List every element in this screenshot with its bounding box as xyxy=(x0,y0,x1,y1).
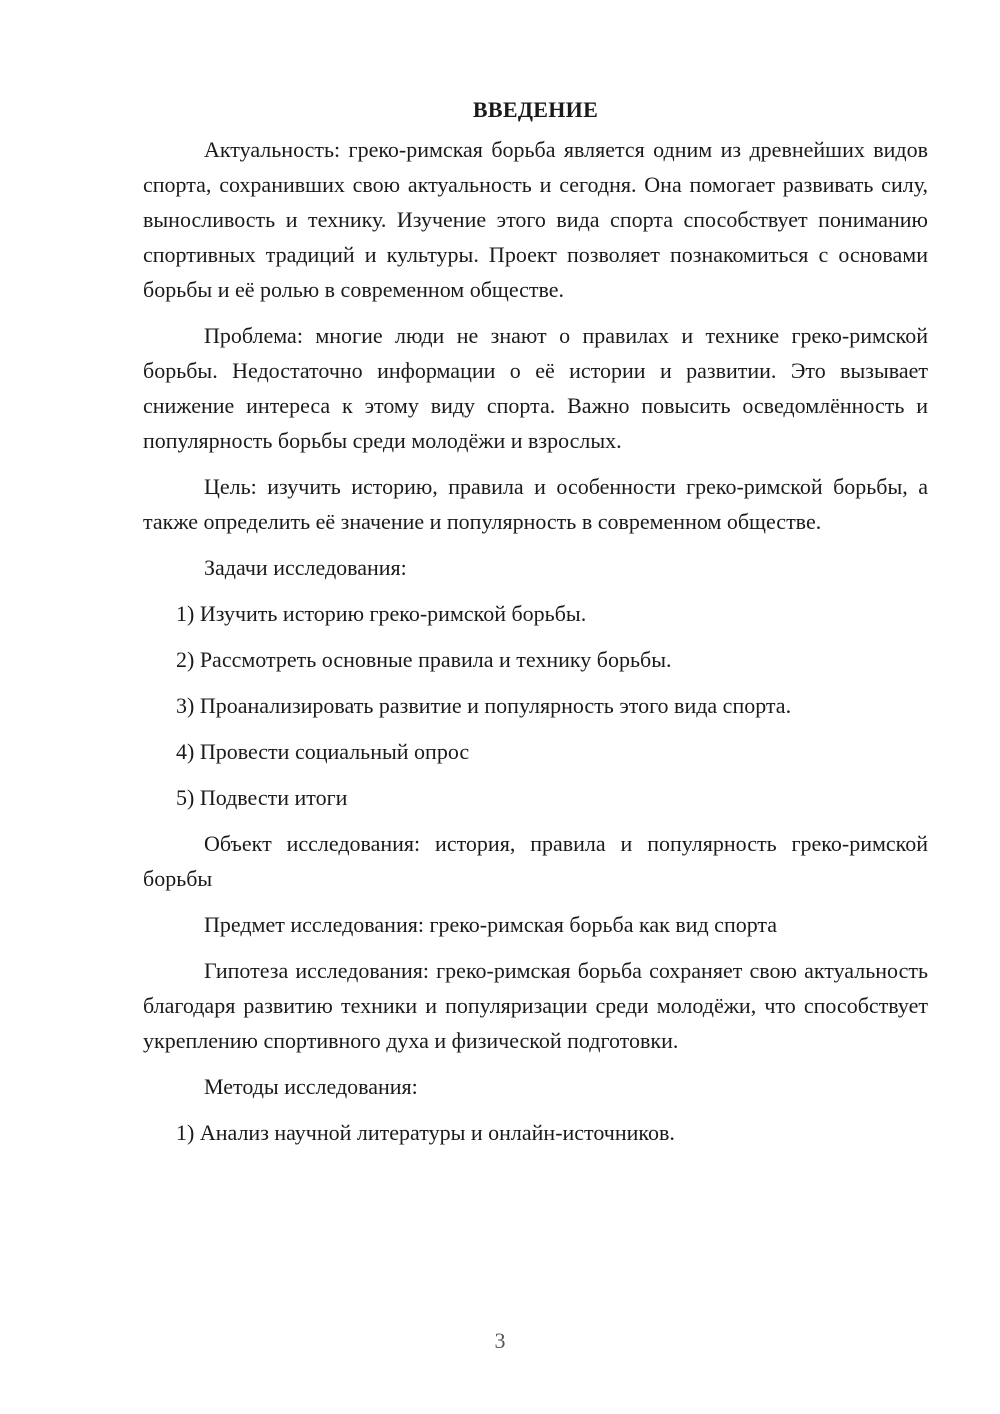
document-page xyxy=(143,92,928,1161)
relevance-paragraph: Актуальность: греко-римская борьба является одним из древнейших видов спорта, сохранивших свою актуальность и сегодня. Она помогает развивать силу, выносливость и технику. Изучение этого вида спорта способствует пониманию спортивных традиций и культуры. Проект позволяет познакомиться с основами борьбы и её ролью в современном обществе. xyxy=(143,137,928,302)
goal-paragraph: Цель: изучить историю, правила и особенности греко-римской борьбы, а также определить её значение и популярность в современном обществе. xyxy=(143,474,928,534)
task-item: 3) Проанализировать развитие и популярность этого вида спорта. xyxy=(176,693,792,718)
subject-paragraph: Предмет исследования: греко-римская борьба как вид спорта xyxy=(204,912,778,937)
page-number: 3 xyxy=(494,1328,506,1353)
tasks-heading: Задачи исследования: xyxy=(204,555,407,580)
method-item: 1) Анализ научной литературы и онлайн-источников. xyxy=(176,1120,675,1145)
methods-list xyxy=(143,1115,928,1150)
methods-heading: Методы исследования: xyxy=(204,1074,418,1099)
section-heading: ВВЕДЕНИЕ xyxy=(472,97,599,122)
problem-paragraph: Проблема: многие люди не знают о правилах и технике греко-римской борьбы. Недостаточно информации о её истории и развитии. Это вызывает снижение интереса к этому виду спорта. Важно повысить осведомлённость и популярность борьбы среди молодёжи и взрослых. xyxy=(143,323,928,453)
hypothesis-paragraph: Гипотеза исследования: греко-римская борьба сохраняет свою актуальность благодаря развитию техники и популяризации среди молодёжи, что способствует укреплению спортивного духа и физической подготовки. xyxy=(143,958,928,1053)
object-paragraph: Объект исследования: история, правила и популярность греко-римской борьбы xyxy=(143,831,928,891)
task-item: 2) Рассмотреть основные правила и технику борьбы. xyxy=(176,647,672,672)
task-item: 5) Подвести итоги xyxy=(176,785,348,810)
task-item: 1) Изучить историю греко-римской борьбы. xyxy=(176,601,587,626)
tasks-list xyxy=(143,596,928,815)
task-item: 4) Провести социальный опрос xyxy=(176,739,470,764)
